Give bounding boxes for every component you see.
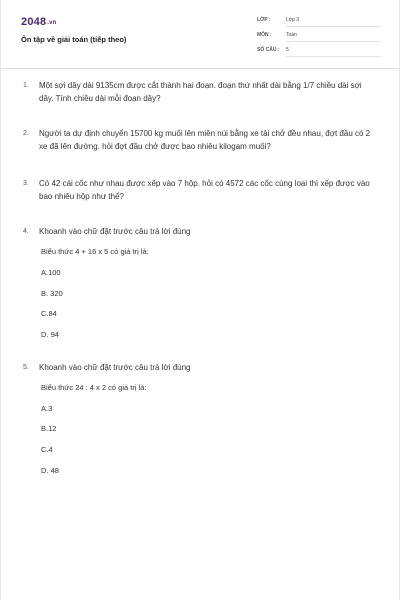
answer-option-b[interactable]: B.12 [41, 424, 57, 433]
meta-label: LỚP : [257, 17, 271, 23]
answer-option-a[interactable]: A.3 [41, 404, 53, 413]
worksheet-header [21, 14, 381, 62]
question-text: Khoanh vào chữ đặt trước câu trả lời đúng [39, 363, 191, 372]
answer-option-a[interactable]: A.100 [41, 268, 61, 277]
question-4 [23, 226, 375, 239]
meta-value: Toán [286, 32, 381, 42]
question-4-expression: Biểu thức 4 + 16 x 5 có giá trị là: [41, 247, 149, 256]
question-5-expression: Biểu thức 24 : 4 x 2 có giá trị là: [41, 383, 147, 392]
question-number: 2. [23, 130, 29, 137]
meta-value: Lớp 3 [286, 17, 381, 27]
question-number: 4. [23, 228, 29, 235]
question-number: 1. [23, 82, 29, 89]
logo-number: 2048 [21, 16, 47, 28]
question-text: Khoanh vào chữ đặt trước câu trả lời đúng [39, 227, 191, 236]
meta-subject [257, 29, 381, 44]
header-divider [1, 68, 399, 69]
question-text: Người ta dự định chuyển 15700 kg muối lên miền núi bằng xe tải chở đều nhau, đợt đầu có 2 xe đã lên đường. hỏi đợt đầu chở được bao nhiêu kilogam muối? [39, 129, 371, 151]
question-number: 3. [23, 180, 29, 187]
worksheet-title: Ôn tập về giải toán (tiếp theo) [21, 35, 127, 44]
answer-option-c[interactable]: C.4 [41, 445, 53, 454]
question-text: Có 42 cái cốc như nhau được xếp vào 7 hộp. hỏi có 4572 các cốc cùng loại thì xếp được vào bao nhiêu hộp như thế? [39, 179, 370, 201]
answer-option-b[interactable]: B. 320 [41, 289, 63, 298]
meta-value: 5 [286, 47, 381, 57]
meta-label: MÔN : [257, 32, 272, 38]
meta-grade [257, 14, 381, 29]
question-number: 5. [23, 364, 29, 371]
answer-option-c[interactable]: C.84 [41, 309, 57, 318]
answer-option-d[interactable]: D. 94 [41, 330, 59, 339]
question-text: Một sợi dây dài 9135cm được cắt thành hai đoạn. đoạn thứ nhất dài bằng 1/7 chiều dài sợi dây. Tính chiều dài mỗi đoạn dây? [39, 81, 362, 103]
meta-question-count [257, 44, 381, 59]
logo-suffix: .vn [47, 20, 57, 26]
meta-label: SỐ CÂU : [257, 47, 280, 53]
question-1 [23, 80, 375, 105]
question-3 [23, 178, 375, 203]
answer-option-d[interactable]: D. 48 [41, 466, 59, 475]
site-logo[interactable] [21, 16, 57, 28]
worksheet-meta [257, 14, 381, 59]
question-5 [23, 362, 375, 375]
question-2 [23, 128, 375, 153]
